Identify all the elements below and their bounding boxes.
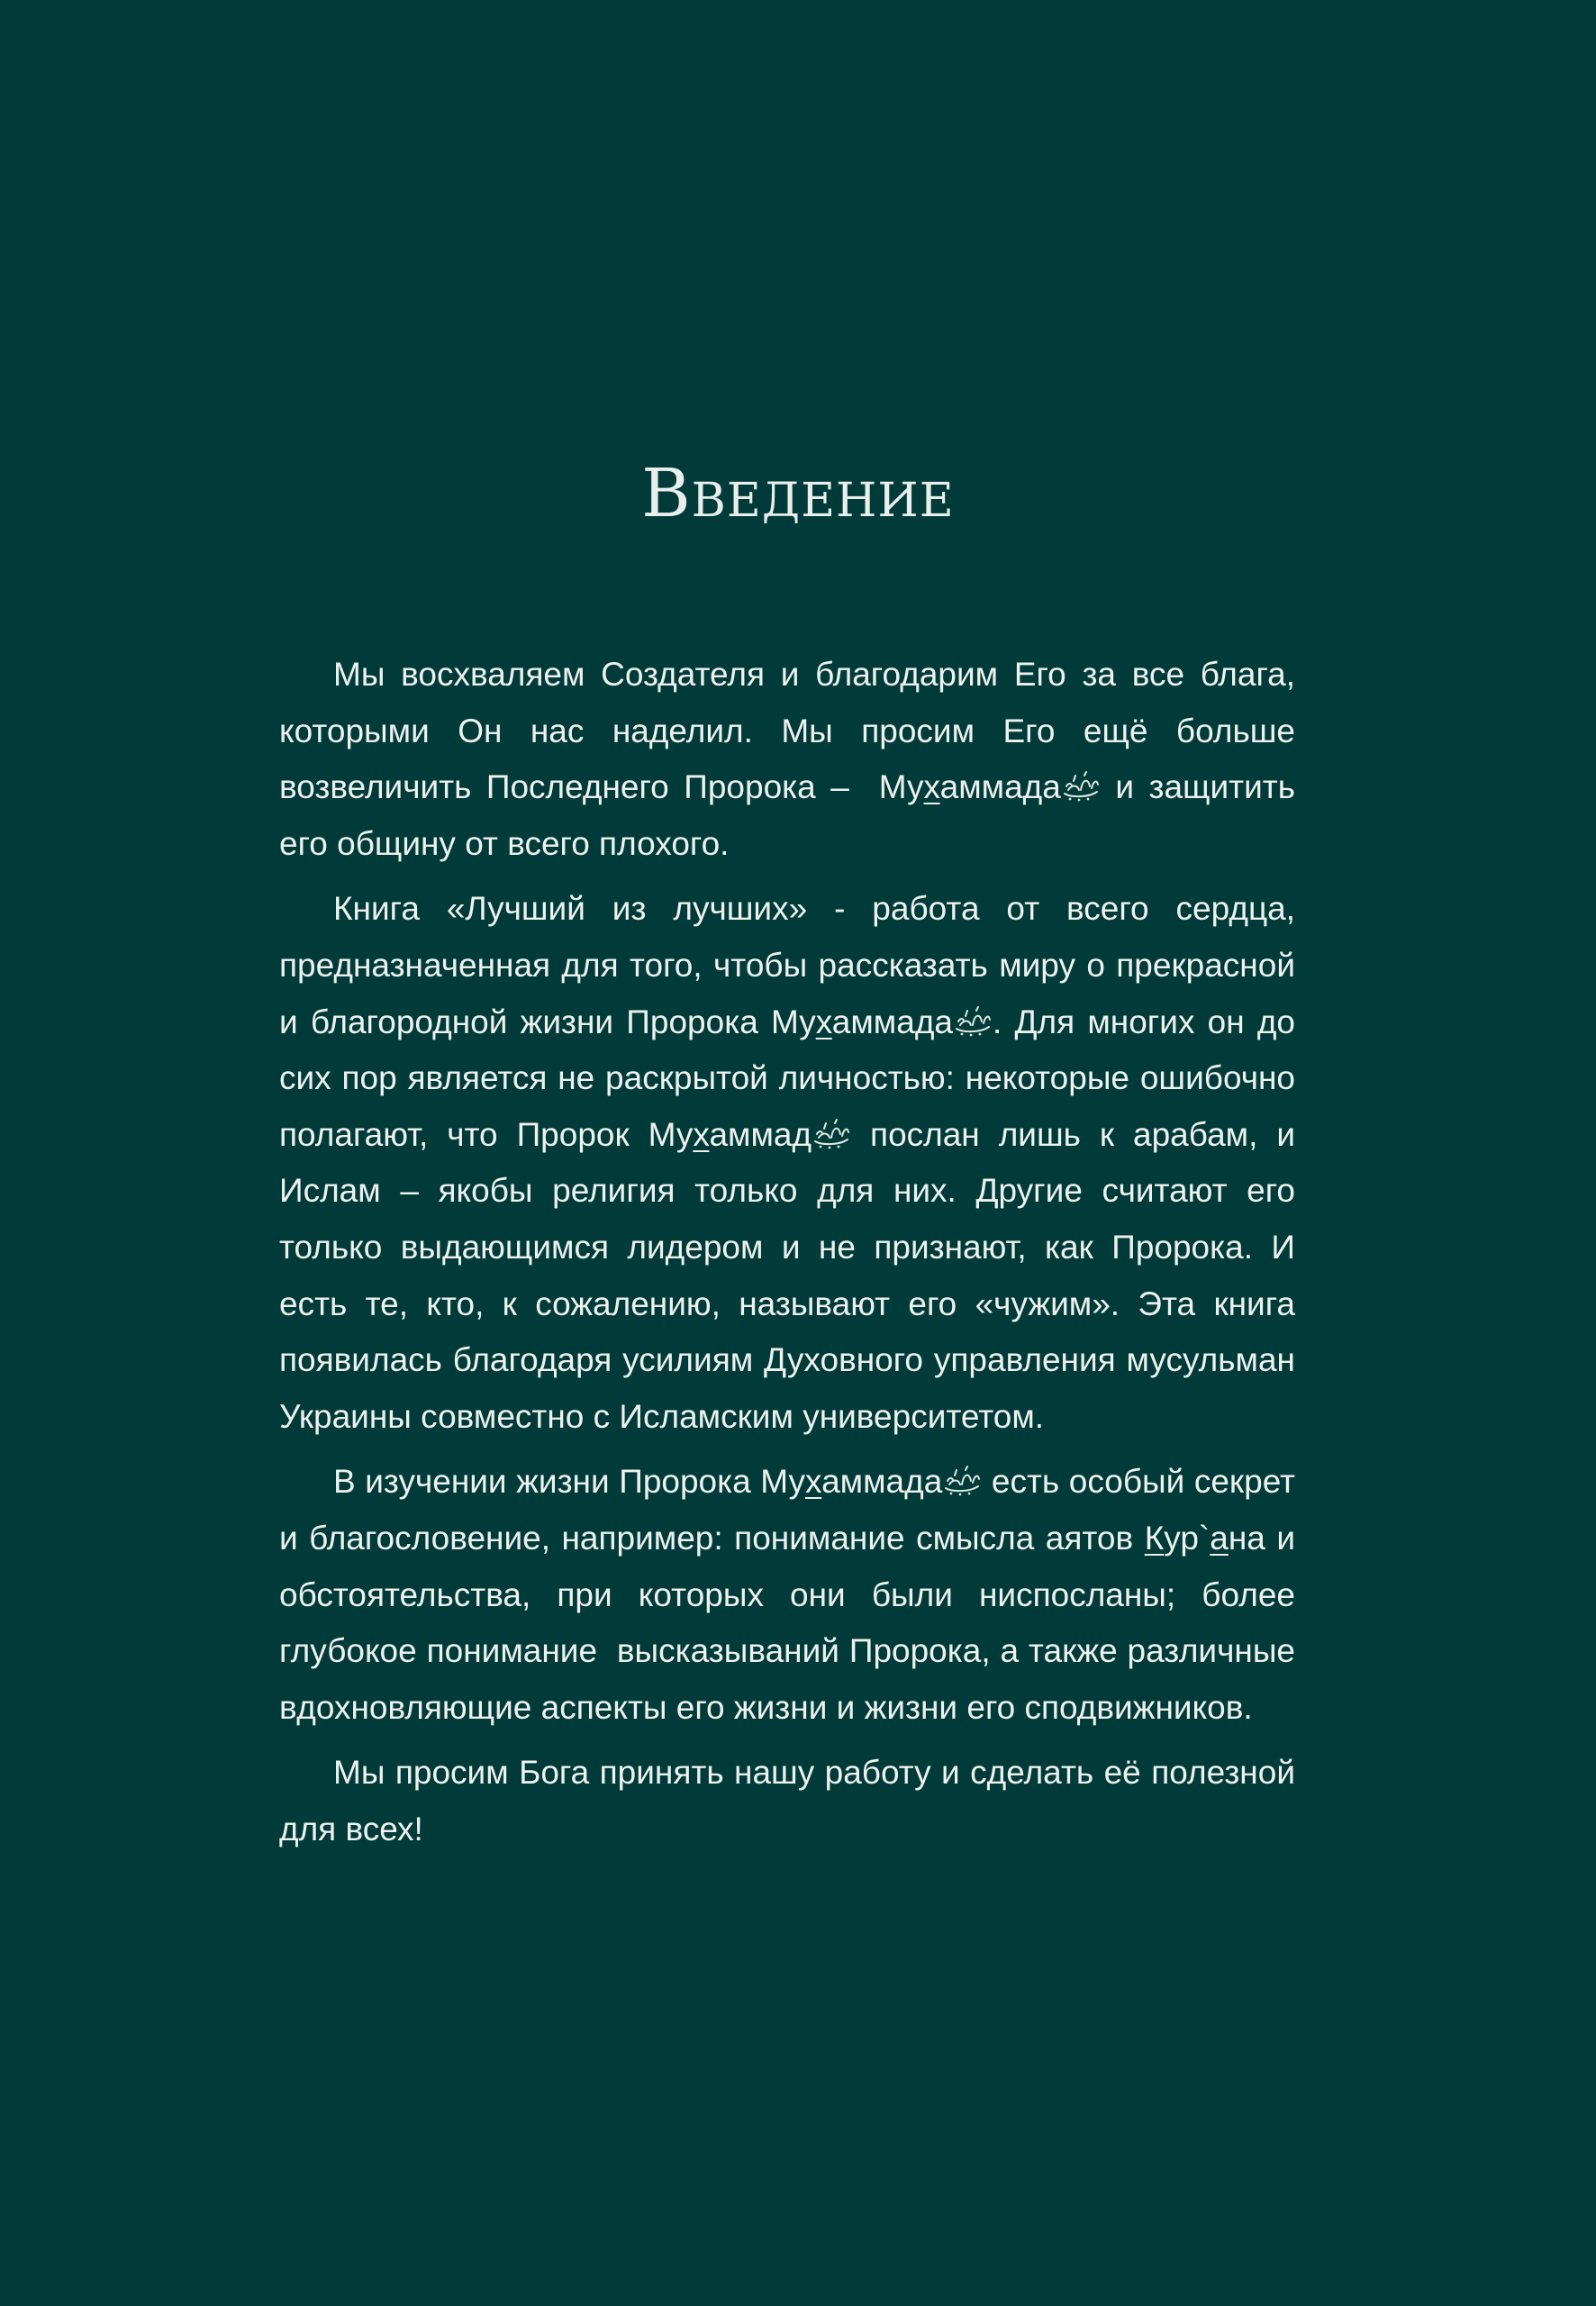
salawat-honorific-icon xyxy=(1061,770,1101,803)
transliteration-mark: х xyxy=(805,1463,822,1501)
salawat-honorific-icon xyxy=(812,1118,851,1150)
paragraph xyxy=(279,881,1295,1445)
paragraph xyxy=(279,1745,1295,1857)
transliteration-mark: а xyxy=(1210,1519,1229,1557)
salawat-honorific-icon xyxy=(942,1465,982,1497)
text-segment: аммад xyxy=(709,1115,812,1153)
salawat-honorific-icon xyxy=(953,1005,993,1038)
text-segment: В изучении жизни Пророка Му xyxy=(333,1463,806,1501)
text-segment: ур` xyxy=(1164,1519,1211,1557)
text-segment: Книга «Лучший из лучших» - работа от всего сердца, предназначенная для того, чтобы рассказать миру о прекрасной и благородной жизни Пророка Му xyxy=(279,890,1295,1040)
paragraph xyxy=(279,1454,1295,1736)
text-segment: аммада xyxy=(831,1003,953,1040)
paragraph xyxy=(279,647,1295,872)
text-segment: аммада xyxy=(821,1463,943,1501)
text-segment: . Для многих он до сих пор является не раскрытой личностью: некоторые ошибочно полагают, что Пророк Му xyxy=(279,1003,1296,1153)
introduction-text xyxy=(279,647,1295,1866)
transliteration-mark: х xyxy=(815,1003,832,1040)
text-segment: Мы восхваляем Создателя и благодарим Его за все блага, которыми Он нас наделил. Мы просим Его ещё больше возвеличить Последнего Пророка – Му xyxy=(279,656,1295,806)
page-title: Введение xyxy=(641,454,955,532)
text-segment: аммада xyxy=(939,768,1061,806)
text-segment: на и обстоятельства, при которых они были ниспосланы; более глубокое понимание высказываний Пророка, а также различные вдохновляющие аспекты его жизни и жизни его сподвижников. xyxy=(279,1519,1295,1726)
text-segment: послан лишь к арабам, и Ислам – якобы религия только для них. Другие считают его только выдающимся лидером и не признают, как Пророка. И есть те, кто, к сожалению, называют его «чужим». Эта книга появилась благодаря усилиям Духовного управления мусульман Украины совместно с Исламским университетом. xyxy=(279,1115,1295,1435)
text-segment: и защитить его общину от всего плохого. xyxy=(279,768,1295,862)
transliteration-mark: К xyxy=(1144,1519,1165,1557)
text-segment: есть особый секрет и благословение, например: понимание смысла аятов xyxy=(279,1463,1295,1557)
text-segment: Мы просим Бога принять нашу работу и сделать её полезной для всех! xyxy=(279,1754,1295,1848)
transliteration-mark: х xyxy=(923,768,940,806)
transliteration-mark: х xyxy=(693,1115,710,1153)
